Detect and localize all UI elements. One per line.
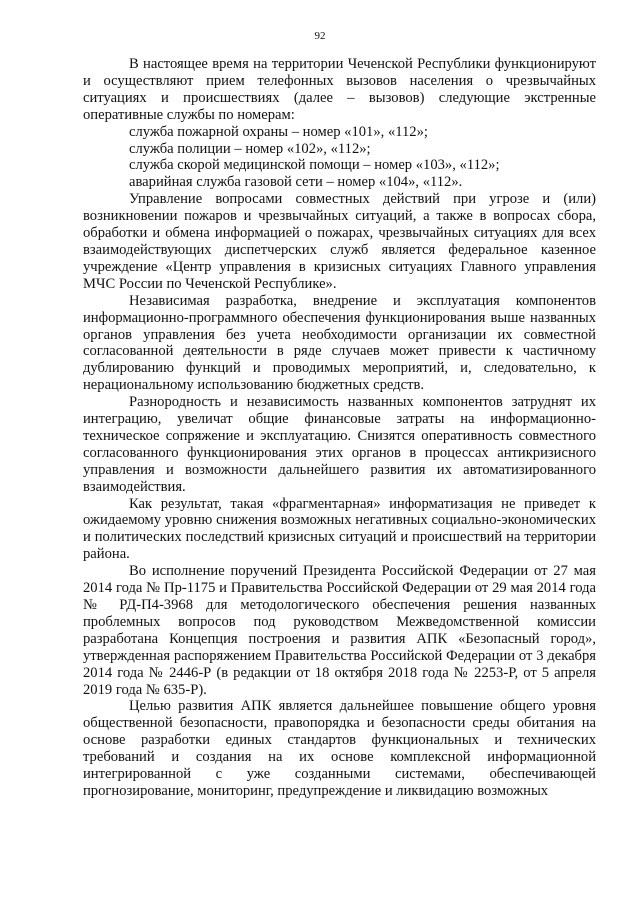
paragraph-independent-development: Независимая разработка, внедрение и эксплуатация компонентов информационно-программного обеспечения функционирования выше названных органов управления без учета необходимости организации их совместной согласованной деятельности в ряде случаев может привести к частичному дублированию функций и проводимых мероприятий, и, следовательно, к нерациональному использованию бюджетных средств. <box>83 292 596 394</box>
list-item-police: служба полиции – номер «102», «112»; <box>129 140 371 157</box>
paragraph-intro: В настоящее время на территории Чеченской Республики функционируют и осуществляют прием телефонных вызовов населения о чрезвычайных ситуациях и происшествиях (далее – вызовов) следующие экстренные оперативные службы по номерам: <box>83 56 596 123</box>
paragraph-result: Как результат, такая «фрагментарная» информатизация не приведет к ожидаемому уровню снижения возможных негативных социально-экономических и политических последствий кризисных ситуаций и происшествий на территории района. <box>83 495 596 563</box>
paragraph-heterogeneity: Разнородность и независимость названных компонентов затруднят их интеграцию, увеличат общие финансовые затраты на информационно-техническое сопряжение и эксплуатацию. Снизятся оперативность совместного согласованного функционирования этих органов в процессах антикризисного управления и возможности дальнейшего развития их автоматизированного взаимодействия. <box>83 394 596 495</box>
paragraph-goal: Целью развития АПК является дальнейшее повышение общего уровня общественной безопасности, правопорядка и безопасности среды обитания на основе разработки единых стандартов функциональных и технических требований и создания на их основе комплексной информационной интегрированной с уже созданными системами, обеспечивающей прогнозирование, мониторинг, предупреждение и ликвидацию возможных <box>83 698 596 799</box>
page-number: 92 <box>314 30 326 42</box>
list-item-gas-service: аварийная служба газовой сети – номер «104», «112». <box>129 174 463 191</box>
paragraph-management: Управление вопросами совместных действий при угрозе и (или) возникновении пожаров и чрезвычайных ситуаций, а также в вопросах сбора, обработки и обмена информацией о пожарах, чрезвычайных ситуациях для всех взаимодействующих диспетчерских служб является федеральное казенное учреждение «Центр управления в кризисных ситуациях Главного управления МЧС России по Чеченской Республике». <box>83 191 596 292</box>
paragraph-execution: Во исполнение поручений Президента Российской Федерации от 27 мая 2014 года № Пр-1175 и Правительства Российской Федерации от 29 мая 2014 года № РД-П4-3968 для методологического обеспечения решения названных проблемных вопросов под руководством Межведомственной комиссии разработана Концепция построения и развития АПК «Безопасный город», утвержденная распоряжением Правительства Российской Федерации от 3 декабря 2014 года № 2446-Р (в редакции от 18 октября 2018 года № 2253-Р, от 5 апреля 2019 года № 635-Р). <box>83 563 596 698</box>
list-item-ambulance: служба скорой медицинской помощи – номер «103», «112»; <box>129 157 500 174</box>
document-body <box>83 56 596 800</box>
list-item-fire-service: служба пожарной охраны – номер «101», «112»; <box>129 123 428 140</box>
